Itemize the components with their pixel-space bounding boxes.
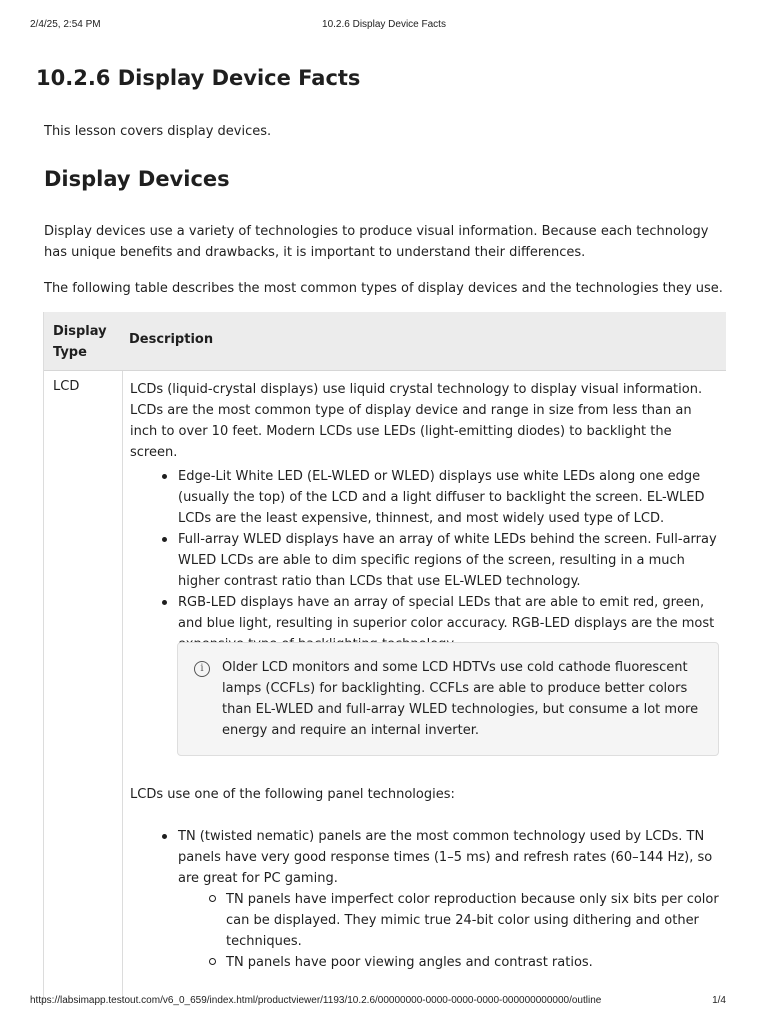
intro-text: This lesson covers display devices. [44,124,272,139]
info-note-text: Older LCD monitors and some LCD HDTVs use cold cathode fluorescent lamps (CCFLs) for backlighting. CCFLs are able to produce better colors than EL-WLED and full-array WLED technologies, but consume a lot more energy and require an internal inverter. [222,660,699,738]
section-paragraph-1: Display devices use a variety of technologies to produce visual information. Because each technology has unique benefits and drawbacks, it is important to understand their differences. [44,224,709,260]
sub-list-item: TN panels have imperfect color reproduction because only six bits per color can be displayed. They mimic true 24-bit color using dithering and other techniques. [178,889,720,952]
header-display-type: Display Type [53,324,107,360]
list-item-text: TN (twisted nematic) panels are the most common technology used by LCDs. TN panels have very good response times (1–5 ms) and refresh rates (60–144 Hz), so are great for PC gaming. [178,829,713,886]
info-note [177,642,719,756]
section-title: Display Devices [44,167,230,191]
display-types-table [43,312,726,1002]
print-url: https://labsimapp.testout.com/v6_0_659/index.html/productviewer/1193/10.2.6/00000000-0000-0000-0000-000000000000/outline [30,995,602,1006]
sub-list [178,889,720,973]
column-divider [122,371,123,1002]
list-item [130,826,720,973]
info-icon: i [194,661,210,677]
lcd-description: LCDs (liquid-crystal displays) use liquid crystal technology to display visual information. LCDs are the most common type of display device and range in size from less than an inch to over 10 feet. Modern LCDs use LEDs (light-emitting diodes) to backlight the screen. [130,382,703,460]
list-item: RGB-LED displays have an array of special LEDs that are able to emit red, green, and blue light, resulting in superior color accuracy. RGB-LED displays are the most [130,592,720,655]
panel-intro: LCDs use one of the following panel technologies: [130,787,455,802]
cell-display-type: LCD [53,379,80,394]
print-header [0,19,768,33]
print-footer [0,995,768,1009]
print-title: 10.2.6 Display Device Facts [322,19,446,30]
section-paragraph-2: The following table describes the most common types of display devices and the technologies they use. [44,281,723,296]
page-title: 10.2.6 Display Device Facts [36,66,361,90]
print-page-number: 1/4 [712,995,726,1006]
cell-description [130,379,720,970]
table-header-row [44,312,726,371]
backlight-list [130,466,720,655]
print-datetime: 2/4/25, 2:54 PM [30,19,101,30]
panel-list [130,826,720,973]
list-item: Edge-Lit White LED (EL-WLED or WLED) displays use white LEDs along one edge (usually the top) of the LCD and a light diffuser to backlight the screen. EL-WLED LCDs are the least expensive, thinnest, and most widely used type of LCD. [130,466,720,529]
list-item: Full-array WLED displays have an array of white LEDs behind the screen. Full-array WLED LCDs are able to dim specific regions of the screen, resulting in a much higher contrast ratio than LCDs that use EL-WLED technology. [130,529,720,592]
header-description: Description [129,332,214,347]
sub-list-item: TN panels have poor viewing angles and contrast ratios. [178,952,720,973]
